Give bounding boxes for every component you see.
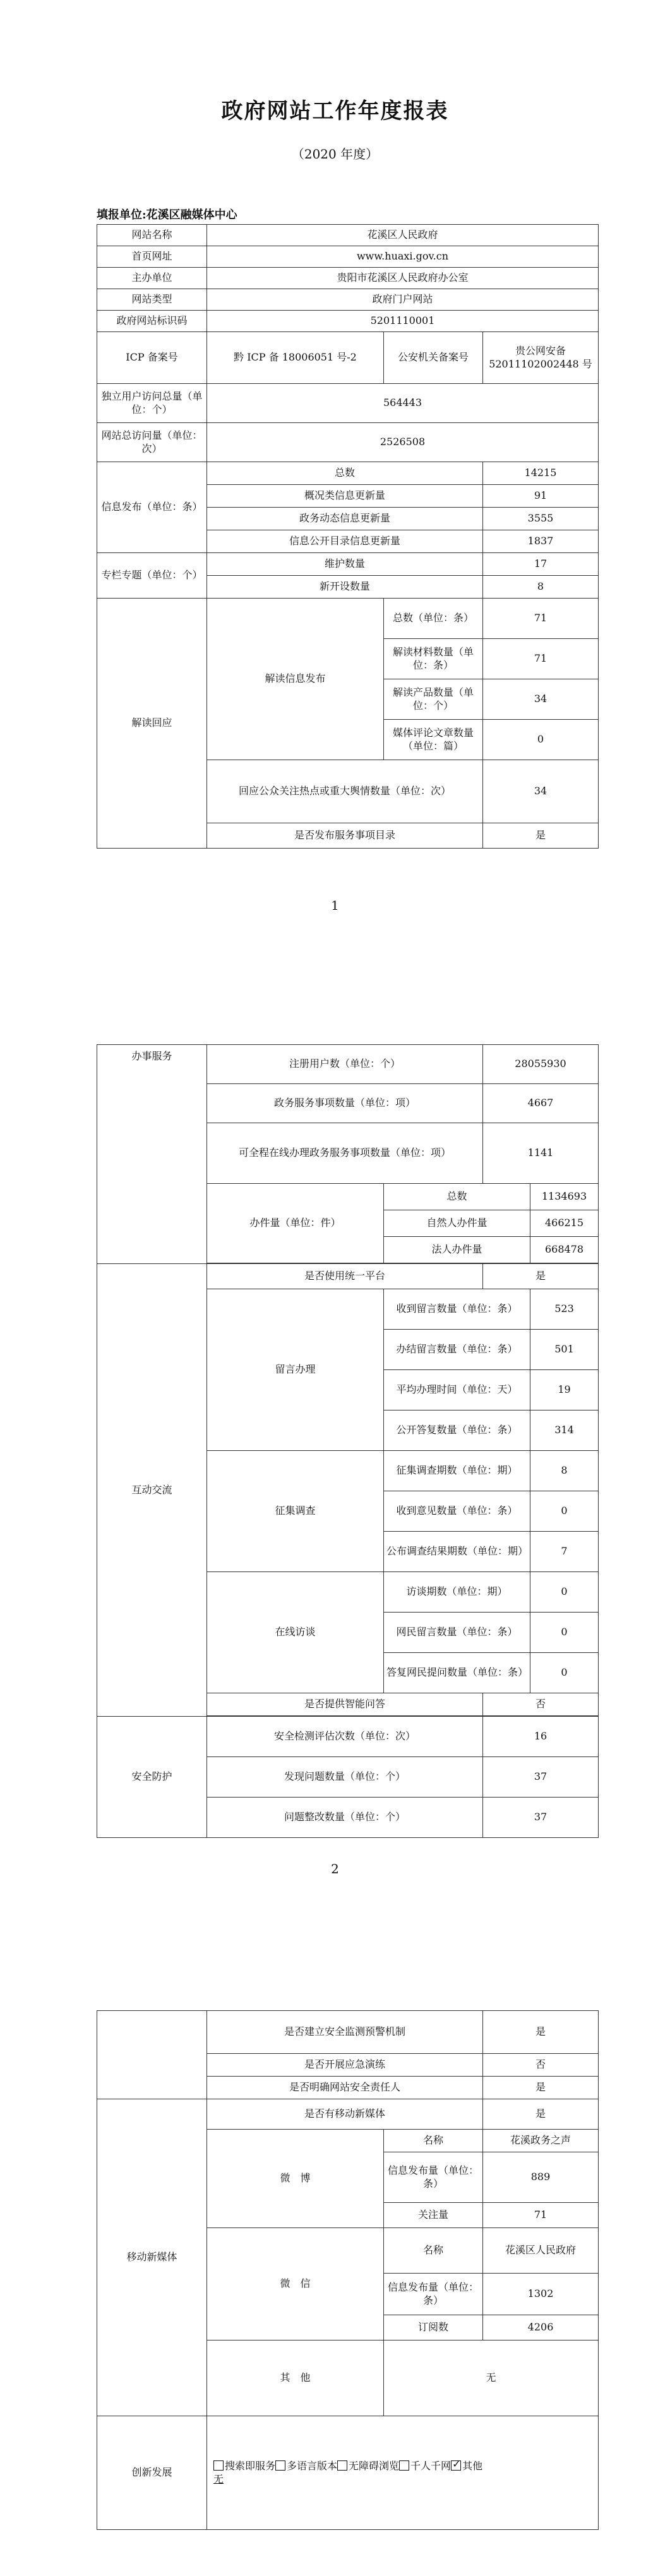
interpret-respond-label: 回应公众关注热点或重大舆情数量（单位：次） — [207, 760, 483, 823]
interview-label: 在线访谈 — [207, 1572, 384, 1693]
interpret-product-value: 34 — [483, 679, 599, 720]
site-type-label: 网站类型 — [97, 289, 207, 311]
interaction-label: 互动交流 — [97, 1264, 207, 1717]
owner-label: 是否明确网站安全责任人 — [207, 2077, 483, 2099]
service-items-value: 4667 — [483, 1084, 599, 1123]
report-title: 政府网站工作年度报表 — [221, 98, 449, 124]
info-open-value: 1837 — [483, 530, 599, 553]
report-year: （2020 年度） — [291, 146, 379, 162]
survey-result-label: 公布调查结果期数（单位：期） — [384, 1532, 530, 1572]
uv-label: 独立用户访问总量（单位：个） — [97, 384, 207, 423]
uv-value: 564443 — [207, 384, 599, 423]
site-code-value: 5201110001 — [207, 311, 599, 332]
interpret-total-label: 总数（单位：条） — [384, 599, 483, 639]
interpret-sub-label: 解读信息发布 — [207, 599, 384, 760]
info-total-label: 总数 — [207, 462, 483, 485]
sponsor-label: 主办单位 — [97, 268, 207, 289]
survey-opinion-value: 0 — [530, 1491, 599, 1532]
owner-value: 是 — [483, 2077, 599, 2099]
info-release-label: 信息发布（单位：条） — [97, 462, 207, 553]
special-maintain-value: 17 — [483, 553, 599, 576]
msg-time-label: 平均办理时间（单位：天） — [384, 1370, 530, 1410]
icp-label: ICP 备案号 — [97, 332, 207, 384]
page-number-2: 2 — [331, 1861, 339, 1876]
service-online-value: 1141 — [483, 1123, 599, 1184]
service-online-label: 可全程在线办理政务服务事项数量（单位：项） — [207, 1123, 483, 1184]
pv-label: 网站总访问量（单位：次） — [97, 423, 207, 462]
msg-label: 留言办理 — [207, 1289, 384, 1451]
interaction-platform-label: 是否使用统一平台 — [207, 1264, 483, 1289]
police-record-label: 公安机关备案号 — [384, 332, 483, 384]
catalog-label: 是否发布服务事项目录 — [207, 823, 483, 849]
service-users-label: 注册用户数（单位：个） — [207, 1045, 483, 1084]
interview-ans-label: 答复网民提问数量（单位：条） — [384, 1653, 530, 1693]
innovation-option-multilang[interactable]: 多语言版本 — [275, 2460, 337, 2472]
msg-pub-value: 314 — [530, 1410, 599, 1451]
security-check-label: 安全检测评估次数（单位：次） — [207, 1717, 483, 1757]
special-new-label: 新开设数量 — [207, 576, 483, 599]
weibo-posts-value: 889 — [483, 2152, 599, 2203]
special-label: 专栏专题（单位：个） — [97, 553, 207, 599]
table-page1 — [97, 224, 599, 849]
service-items-label: 政务服务事项数量（单位：项） — [207, 1084, 483, 1123]
security-found-label: 发现问题数量（单位：个） — [207, 1757, 483, 1798]
filler-unit: 填报单位:花溪区融媒体中心 — [97, 208, 237, 222]
innovation-option-search[interactable]: 搜索即服务 — [213, 2460, 275, 2472]
info-overview-label: 概况类信息更新量 — [207, 485, 483, 508]
special-maintain-label: 维护数量 — [207, 553, 483, 576]
site-name-value: 花溪区人民政府 — [207, 225, 599, 246]
mobile-has-label: 是否有移动新媒体 — [207, 2099, 483, 2130]
mobile-has-value: 是 — [483, 2099, 599, 2130]
other-media-label: 其 他 — [207, 2340, 384, 2416]
wechat-posts-value: 1302 — [483, 2274, 599, 2315]
interview-msg-label: 网民留言数量（单位：条） — [384, 1613, 530, 1653]
interview-count-label: 访谈期数（单位：期） — [384, 1572, 530, 1613]
wechat-label: 微 信 — [207, 2228, 384, 2340]
interpret-label: 解读回应 — [97, 599, 207, 849]
interpret-material-value: 71 — [483, 639, 599, 679]
msg-time-value: 19 — [530, 1370, 599, 1410]
interpret-media-label: 媒体评论文章数量（单位：篇） — [384, 720, 483, 760]
service-cases-label: 办件量（单位：件） — [207, 1184, 384, 1263]
msg-pub-label: 公开答复数量（单位：条） — [384, 1410, 530, 1451]
site-code-label: 政府网站标识码 — [97, 311, 207, 332]
site-type-value: 政府门户网站 — [207, 289, 599, 311]
survey-opinion-label: 收到意见数量（单位：条） — [384, 1491, 530, 1532]
special-new-value: 8 — [483, 576, 599, 599]
info-news-value: 3555 — [483, 508, 599, 530]
info-overview-value: 91 — [483, 485, 599, 508]
page-number-1: 1 — [331, 898, 339, 913]
warning-label: 是否建立安全监测预警机制 — [207, 2011, 483, 2054]
checkbox-checked-icon[interactable] — [451, 2460, 461, 2471]
pv-value: 2526508 — [207, 423, 599, 462]
catalog-value: 是 — [483, 823, 599, 849]
other-media-value: 无 — [384, 2340, 599, 2416]
checkbox-icon[interactable] — [337, 2460, 347, 2471]
info-open-label: 信息公开目录信息更新量 — [207, 530, 483, 553]
service-cases-person-label: 自然人办件量 — [384, 1210, 530, 1237]
msg-recv-value: 523 — [530, 1289, 599, 1330]
interview-ans-value: 0 — [530, 1653, 599, 1693]
security-fixed-value: 37 — [483, 1798, 599, 1838]
innovation-label: 创新发展 — [97, 2416, 207, 2530]
mobile-label: 移动新媒体 — [97, 2099, 207, 2416]
home-url-label: 首页网址 — [97, 246, 207, 268]
police-record-value: 贵公网安备 52011102002448 号 — [483, 332, 599, 384]
home-url-value: www.huaxi.gov.cn — [207, 246, 599, 268]
wechat-posts-label: 信息发布量（单位：条） — [384, 2274, 483, 2315]
interpret-media-value: 0 — [483, 720, 599, 760]
survey-count-label: 征集调查期数（单位：期） — [384, 1451, 530, 1491]
security-found-value: 37 — [483, 1757, 599, 1798]
service-cases-total-label: 总数 — [384, 1184, 530, 1210]
service-cases-person-value: 466215 — [530, 1210, 599, 1237]
drill-value: 否 — [483, 2054, 599, 2077]
warning-value: 是 — [483, 2011, 599, 2054]
qa-label: 是否提供智能问答 — [207, 1693, 483, 1716]
service-users-value: 28055930 — [483, 1045, 599, 1084]
icp-value: 黔 ICP 备 18006051 号-2 — [207, 332, 384, 384]
interview-count-value: 0 — [530, 1572, 599, 1613]
innovation-options — [207, 2416, 599, 2530]
info-total-value: 14215 — [483, 462, 599, 485]
service-cases-legal-label: 法人办件量 — [384, 1237, 530, 1263]
innovation-option-accessible[interactable]: 无障碍浏览 — [337, 2460, 399, 2472]
security-label: 安全防护 — [97, 1717, 207, 1838]
wechat-name-label: 名称 — [384, 2228, 483, 2274]
interpret-product-label: 解读产品数量（单位：个） — [384, 679, 483, 720]
table-page2 — [97, 1044, 599, 1838]
checkbox-icon[interactable] — [275, 2460, 285, 2471]
msg-done-value: 501 — [530, 1330, 599, 1370]
drill-label: 是否开展应急演练 — [207, 2054, 483, 2077]
weibo-name-label: 名称 — [384, 2130, 483, 2152]
weibo-posts-label: 信息发布量（单位：条） — [384, 2152, 483, 2203]
weibo-name-value: 花溪政务之声 — [483, 2130, 599, 2152]
table-page3 — [97, 2010, 599, 2530]
survey-count-value: 8 — [530, 1451, 599, 1491]
service-label: 办事服务 — [97, 1045, 207, 1264]
service-cases-legal-value: 668478 — [530, 1237, 599, 1263]
interview-msg-value: 0 — [530, 1613, 599, 1653]
sponsor-value: 贵阳市花溪区人民政府办公室 — [207, 268, 599, 289]
survey-result-value: 7 — [530, 1532, 599, 1572]
wechat-subs-value: 4206 — [483, 2315, 599, 2340]
security-fixed-label: 问题整改数量（单位：个） — [207, 1798, 483, 1838]
innovation-other-text: 无 — [213, 2472, 224, 2485]
checkbox-icon[interactable] — [399, 2460, 409, 2471]
checkbox-icon[interactable] — [213, 2460, 224, 2471]
innovation-option-personal[interactable]: 千人千网 — [399, 2460, 451, 2472]
survey-label: 征集调查 — [207, 1451, 384, 1572]
interpret-material-label: 解读材料数量（单位：条） — [384, 639, 483, 679]
service-cases-total-value: 1134693 — [530, 1184, 599, 1210]
innovation-option-other[interactable]: ✓ 其他 — [451, 2460, 482, 2472]
interpret-respond-value: 34 — [483, 760, 599, 823]
wechat-name-value: 花溪区人民政府 — [483, 2228, 599, 2274]
interpret-total-value: 71 — [483, 599, 599, 639]
site-name-label: 网站名称 — [97, 225, 207, 246]
qa-value: 否 — [483, 1693, 599, 1716]
weibo-fans-value: 71 — [483, 2203, 599, 2228]
weibo-fans-label: 关注量 — [384, 2203, 483, 2228]
security-check-value: 16 — [483, 1717, 599, 1757]
msg-done-label: 办结留言数量（单位：条） — [384, 1330, 530, 1370]
info-news-label: 政务动态信息更新量 — [207, 508, 483, 530]
msg-recv-label: 收到留言数量（单位：条） — [384, 1289, 530, 1330]
weibo-label: 微 博 — [207, 2130, 384, 2228]
wechat-subs-label: 订阅数 — [384, 2315, 483, 2340]
interaction-platform-value: 是 — [483, 1264, 599, 1289]
